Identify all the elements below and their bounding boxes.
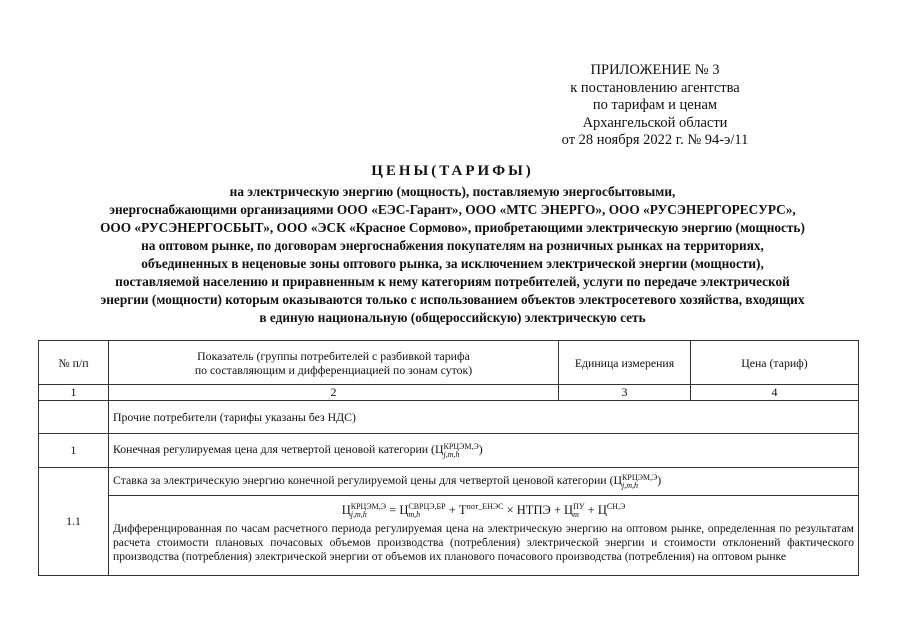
column-number: 3 [559, 385, 691, 401]
price-symbol [613, 472, 658, 490]
row-text-close: ) [478, 442, 483, 457]
approval-line: к постановлению агентства [570, 79, 740, 96]
formula-sub: m [573, 510, 579, 520]
subtitle-line: ООО «РУСЭНЕРГОСБЫТ», ООО «ЭСК «Красное Сормово», приобретающими электрическую энергию (мощность) [100, 220, 805, 235]
formula-term: + Ц [584, 503, 607, 518]
symbol-sub: j,m,h [443, 449, 460, 459]
formula-sup: КРЦЭМ,Э [350, 502, 387, 512]
formula-eq: = [386, 503, 400, 518]
document-subtitle [40, 183, 865, 327]
subtitle-line: на оптовом рынке, по договорам энергоснабжения покупателям на розничных рынках на территориях, [141, 238, 764, 253]
formula-indices [408, 503, 445, 519]
symbol-letter: Ц [613, 473, 623, 488]
subtitle-line: поставляемой населению и приравненным к нему категориям потребителей, услуги по передаче электрической [115, 274, 790, 289]
price-formula [113, 502, 854, 519]
header-indicator-line: Показатель (группы потребителей с разбивкой тарифа [197, 348, 470, 363]
subtitle-line: энергоснабжающими организациями ООО «ЕЭС-Гарант», ООО «МТС ЭНЕРГО», ООО «РУСЭНЕРГОРЕСУРС», [109, 202, 796, 217]
subtitle-line: в единую национальную (общероссийскую) электрическую сеть [259, 310, 646, 325]
column-number: 1 [39, 385, 109, 401]
header-unit: Единица измерения [559, 341, 691, 385]
formula-sup: пот_ЕНЭС [466, 502, 504, 511]
price-symbol [434, 441, 479, 459]
row-text-close: ) [657, 473, 662, 488]
subtitle-line: на электрическую энергию (мощность), поставляемую энергосбытовыми, [229, 184, 676, 199]
subtitle-line: энергии (мощности) которым оказываются только с использованием объектов электросетевого хозяйства, входящих [100, 292, 805, 307]
tariff-table [38, 340, 859, 576]
header-num: № п/п [39, 341, 109, 385]
row-num: 1.1 [39, 468, 109, 576]
approval-date: от 28 ноября 2022 г. № 94-э/11 [561, 132, 749, 149]
symbol-indices [444, 443, 479, 459]
column-number-row [39, 385, 859, 401]
formula-term: Ц [399, 503, 409, 518]
table-row [39, 468, 859, 496]
row-indicator [109, 434, 859, 468]
formula-sub: j,m,h [350, 510, 367, 520]
column-number: 4 [691, 385, 859, 401]
header-indicator-line: по составляющим и дифференциацией по зонам суток) [194, 362, 473, 377]
symbol-sup: КРЦЭМ,Э [622, 472, 658, 482]
row-text: Конечная регулируемая цена для четвертой ценовой категории ( [113, 442, 435, 457]
table-header-row [39, 341, 859, 385]
symbol-indices [622, 474, 657, 490]
table-row [39, 496, 859, 576]
table-row [39, 434, 859, 468]
formula-term: × НТПЭ + Ц [503, 503, 574, 518]
row-text: Ставка за электрическую энергию конечной регулируемой цены для четвертой ценовой категории ( [113, 473, 614, 488]
symbol-letter: Ц [434, 442, 444, 457]
formula-sup: ПУ [573, 502, 585, 512]
symbol-sup: КРЦЭМ,Э [443, 441, 479, 451]
formula-cell [109, 496, 859, 576]
approval-title: ПРИЛОЖЕНИЕ № 3 [590, 62, 720, 78]
approval-line: по тарифам и ценам [592, 97, 718, 114]
row-num: 1 [39, 434, 109, 468]
header-price: Цена (тариф) [691, 341, 859, 385]
symbol-sub: j,m,h [622, 480, 639, 490]
formula-description: Дифференцированная по часам расчетного периода регулируемая цена на электрическую энергию на оптовом рынке, определенная по результатам расчета стоимости плановых почасовых объемов производства (потребления) электрической энергии и стоимости отклонений фактического производства (потребления) электрической энергии от объемов их планового почасового производства (потребления) на оптовом рынке [113, 522, 854, 564]
column-number: 2 [109, 385, 559, 401]
formula-lhs: Ц [341, 503, 351, 518]
row-indicator [109, 468, 859, 496]
formula-indices [351, 503, 386, 519]
formula-indices [573, 503, 584, 519]
approval-block [545, 62, 765, 150]
table-row [39, 401, 859, 434]
header-indicator [109, 341, 559, 385]
group-label: Прочие потребители (тарифы указаны без НДС) [109, 401, 859, 434]
formula-term: + Т [445, 503, 467, 518]
formula-sup: СВРЦЭ,БР [408, 502, 446, 512]
row-num-empty [39, 401, 109, 434]
formula-sup: СН,Э [606, 502, 626, 511]
document-title: ЦЕНЫ(ТАРИФЫ) [371, 163, 534, 179]
subtitle-line: объединенных в неценовые зоны оптового рынка, за исключением электрической энергии (мощности), [141, 256, 764, 271]
formula-sub: m,h [408, 510, 421, 520]
approval-line: Архангельской области [582, 114, 728, 131]
